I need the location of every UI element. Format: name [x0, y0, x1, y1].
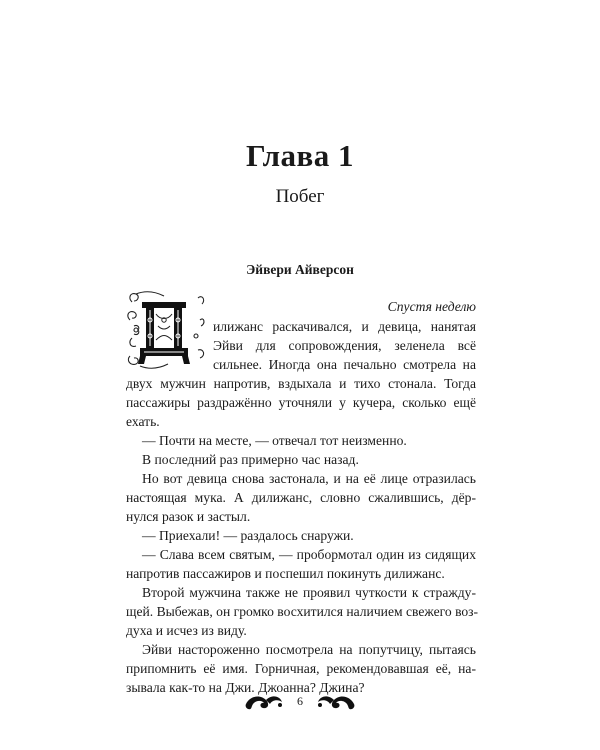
text-line: ехать.	[126, 414, 160, 429]
text-line: щей. Выбежав, он громко восхитился наличием свежего воз-	[126, 604, 479, 619]
section-author: Эйвери Айверсон	[246, 262, 354, 277]
ornamental-initial-d-icon	[126, 290, 206, 370]
text-line: напротив пассажиров и поспешил покинуть дилижанс.	[126, 566, 445, 581]
text-line: зывала как-то на Джи. Джоанна? Джина?	[126, 680, 365, 695]
page-footer	[0, 690, 600, 714]
text-line: Но вот девица снова застонала, и на её лице отразилась	[142, 471, 476, 486]
page-number: 6	[297, 694, 303, 708]
text-line: Эйви настороженно посмотрела на попутчицу, пытаясь	[142, 642, 476, 657]
swirl-ornament-icon	[244, 690, 284, 712]
text-line: В последний раз примерно час назад.	[142, 452, 359, 467]
swirl-ornament-icon	[316, 690, 356, 712]
epigraph: Спустя неделю	[387, 299, 476, 314]
chapter-title: Глава 1	[245, 138, 355, 173]
text-line: илижанс раскачивался, и девица, нанятая	[213, 319, 476, 334]
text-line: двух мужчин напротив, вздыхала и тихо стонала. Тогда	[126, 376, 476, 391]
text-line: пассажиры раздражённо уточняли у кучера, сколько ещё	[126, 395, 476, 410]
text-line: духа и исчез из виду.	[126, 623, 247, 638]
text-line: настоящая мука. А дилижанс, словно сжалившись, дёр-	[126, 490, 476, 505]
text-line: Второй мужчина также не проявил чуткости к стражду-	[142, 585, 476, 600]
text-line: сильнее. Иногда она печально смотрела на	[213, 357, 476, 372]
text-line: нулся разок и застыл.	[126, 509, 251, 524]
text-line: — Почти на месте, — отвечал тот неизменно.	[142, 433, 407, 448]
text-line: припомнить её имя. Горничная, рекомендовавшая её, на-	[126, 661, 476, 676]
text-line: Эйви для сопровождения, зеленела всё	[213, 338, 476, 353]
text-line: — Слава всем святым, — пробормотал один из сидящих	[142, 547, 476, 562]
text-line: — Приехали! — раздалось снаружи.	[142, 528, 354, 543]
chapter-subtitle: Побег	[275, 186, 325, 207]
